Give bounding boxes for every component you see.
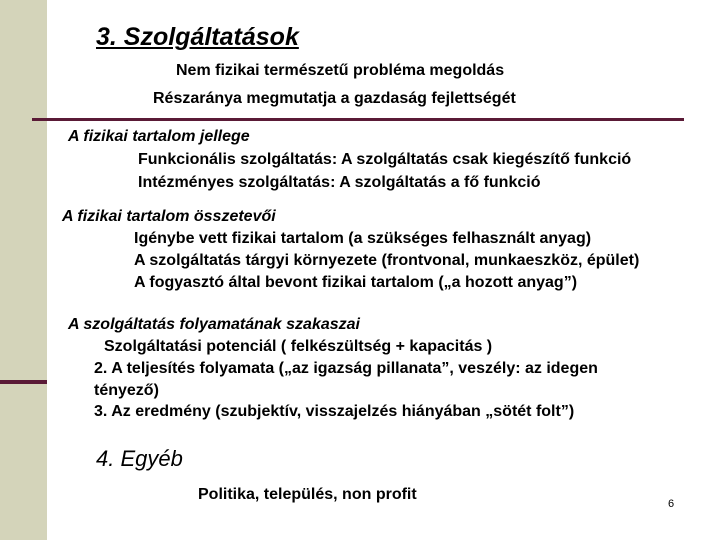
list-item: A fogyasztó által bevont fizikai tartalom („a hozott anyag”) <box>134 274 578 291</box>
page-title: 3. Szolgáltatások <box>96 23 299 51</box>
title-divider <box>32 118 684 121</box>
list-item: 3. Az eredmény (szubjektív, visszajelzés hiányában „sötét folt”) <box>94 403 575 420</box>
sidebar-accent-line <box>0 380 47 384</box>
subtitle-line: Részaránya megmutatja a gazdaság fejlettségét <box>153 90 516 107</box>
list-item: Igénybe vett fizikai tartalom (a szükséges felhasznált anyag) <box>134 230 592 247</box>
section-heading: 4. Egyéb <box>96 446 183 471</box>
list-item: Funkcionális szolgáltatás: A szolgáltatás csak kiegészítő funkció <box>138 151 632 168</box>
list-item: Intézményes szolgáltatás: A szolgáltatás a fő funkció <box>138 174 541 191</box>
page-number: 6 <box>668 498 675 510</box>
section-heading: A fizikai tartalom összetevői <box>62 208 276 225</box>
list-item: Szolgáltatási potenciál ( felkészültség + kapacitás ) <box>104 338 493 355</box>
list-item: 2. A teljesítés folyamata („az igazság pillanata”, veszély: az idegen <box>94 360 598 377</box>
list-item: Politika, település, non profit <box>198 486 417 503</box>
section-heading: A fizikai tartalom jellege <box>68 128 250 145</box>
list-item-continuation: tényező) <box>94 382 159 399</box>
subtitle-line: Nem fizikai természetű probléma megoldás <box>176 62 505 79</box>
sidebar-decoration <box>0 0 47 540</box>
section-heading: A szolgáltatás folyamatának szakaszai <box>68 316 360 333</box>
list-item: A szolgáltatás tárgyi környezete (frontvonal, munkaeszköz, épület) <box>134 252 640 269</box>
